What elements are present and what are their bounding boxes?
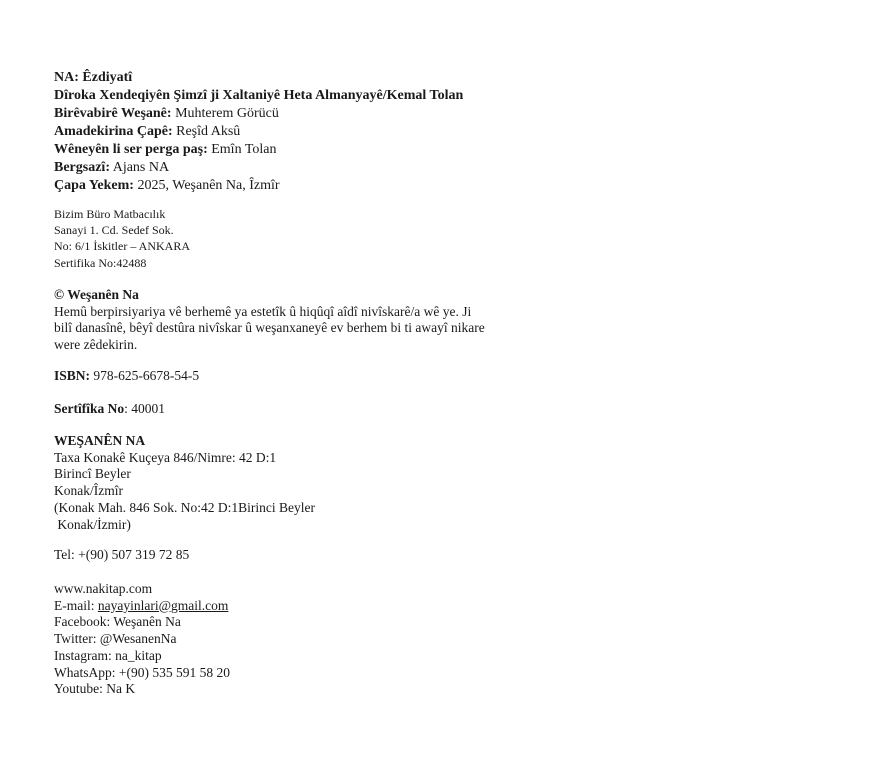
publisher-editor-line: Birêvabirê Weşanê: Muhterem Görücü <box>54 106 279 121</box>
twitter-line: Twitter: @WesanenNa <box>54 631 177 647</box>
copyright-block <box>54 287 485 354</box>
printer-line: Sanayi 1. Cd. Sedef Sok. <box>54 223 174 238</box>
publisher-name: WEŞANÊN NA <box>54 433 146 448</box>
website-link[interactable]: www.nakitap.com <box>54 581 153 596</box>
printer-line: Sertifika No:42488 <box>54 255 147 270</box>
copyright-text-line: Hemû berpirsiyariya vê berhemê ya estetîk û hiqûqî aîdî nivîskarê/a wê ye. Ji <box>54 303 472 319</box>
address-line: Birincî Beyler <box>54 466 131 482</box>
printer-block <box>54 206 190 271</box>
youtube-line: Youtube: Na K <box>54 681 136 697</box>
na-line: NA: Êzdiyatî <box>54 70 133 85</box>
cover-line: Bergsazî: Ajans NA <box>54 160 170 175</box>
address-line: Taxa Konakê Kuçeya 846/Nimre: 42 D:1 <box>54 449 277 465</box>
certificate-line: Sertîfîka No: 40001 <box>54 401 166 416</box>
instagram-line: Instagram: na_kitap <box>54 647 162 663</box>
facebook-line: Facebook: Weşanên Na <box>54 614 181 630</box>
contact-block <box>54 581 230 698</box>
address-line: (Konak Mah. 846 Sok. No:42 D:1Birinci Beyler <box>54 499 315 515</box>
tel-line: Tel: +(90) 507 319 72 85 <box>54 547 190 562</box>
isbn-line: ISBN: 978-625-6678-54-5 <box>54 368 200 383</box>
email-line: E-mail: nayayinlari@gmail.com <box>54 597 229 613</box>
copyright-text-line: were zêdekirin. <box>54 337 138 353</box>
translator-line: Wêneyên li ser perga paş: Emîn Tolan <box>54 142 277 157</box>
print-prep-line: Amadekirina Çapê: Reşîd Aksû <box>54 124 241 139</box>
email-link[interactable]: nayayinlari@gmail.com <box>97 597 229 613</box>
printer-line: Bizim Büro Matbacılık <box>54 207 166 221</box>
book-title: Dîroka Xendeqiyên Şimzî ji Xaltaniyê Heta Almanyayê/Kemal Tolan <box>54 88 464 103</box>
printer-line: No: 6/1 İskitler – ANKARA <box>54 239 190 254</box>
copyright-heading: © Weşanên Na <box>54 287 139 302</box>
address-line: Konak/Îzmîr <box>54 483 123 499</box>
copyright-text-line: bilî danasînê, bêyî destûra nivîskar û weşanxaneyê ev berhem bi ti awayî nikare <box>54 320 485 336</box>
first-print-line: Çapa Yekem: 2025, Weşanên Na, Îzmîr <box>54 178 280 193</box>
header-block <box>54 69 463 195</box>
address-line: Konak/İzmir) <box>54 516 131 532</box>
whatsapp-line: WhatsApp: +(90) 535 591 58 20 <box>54 664 230 680</box>
publisher-block <box>54 433 315 533</box>
